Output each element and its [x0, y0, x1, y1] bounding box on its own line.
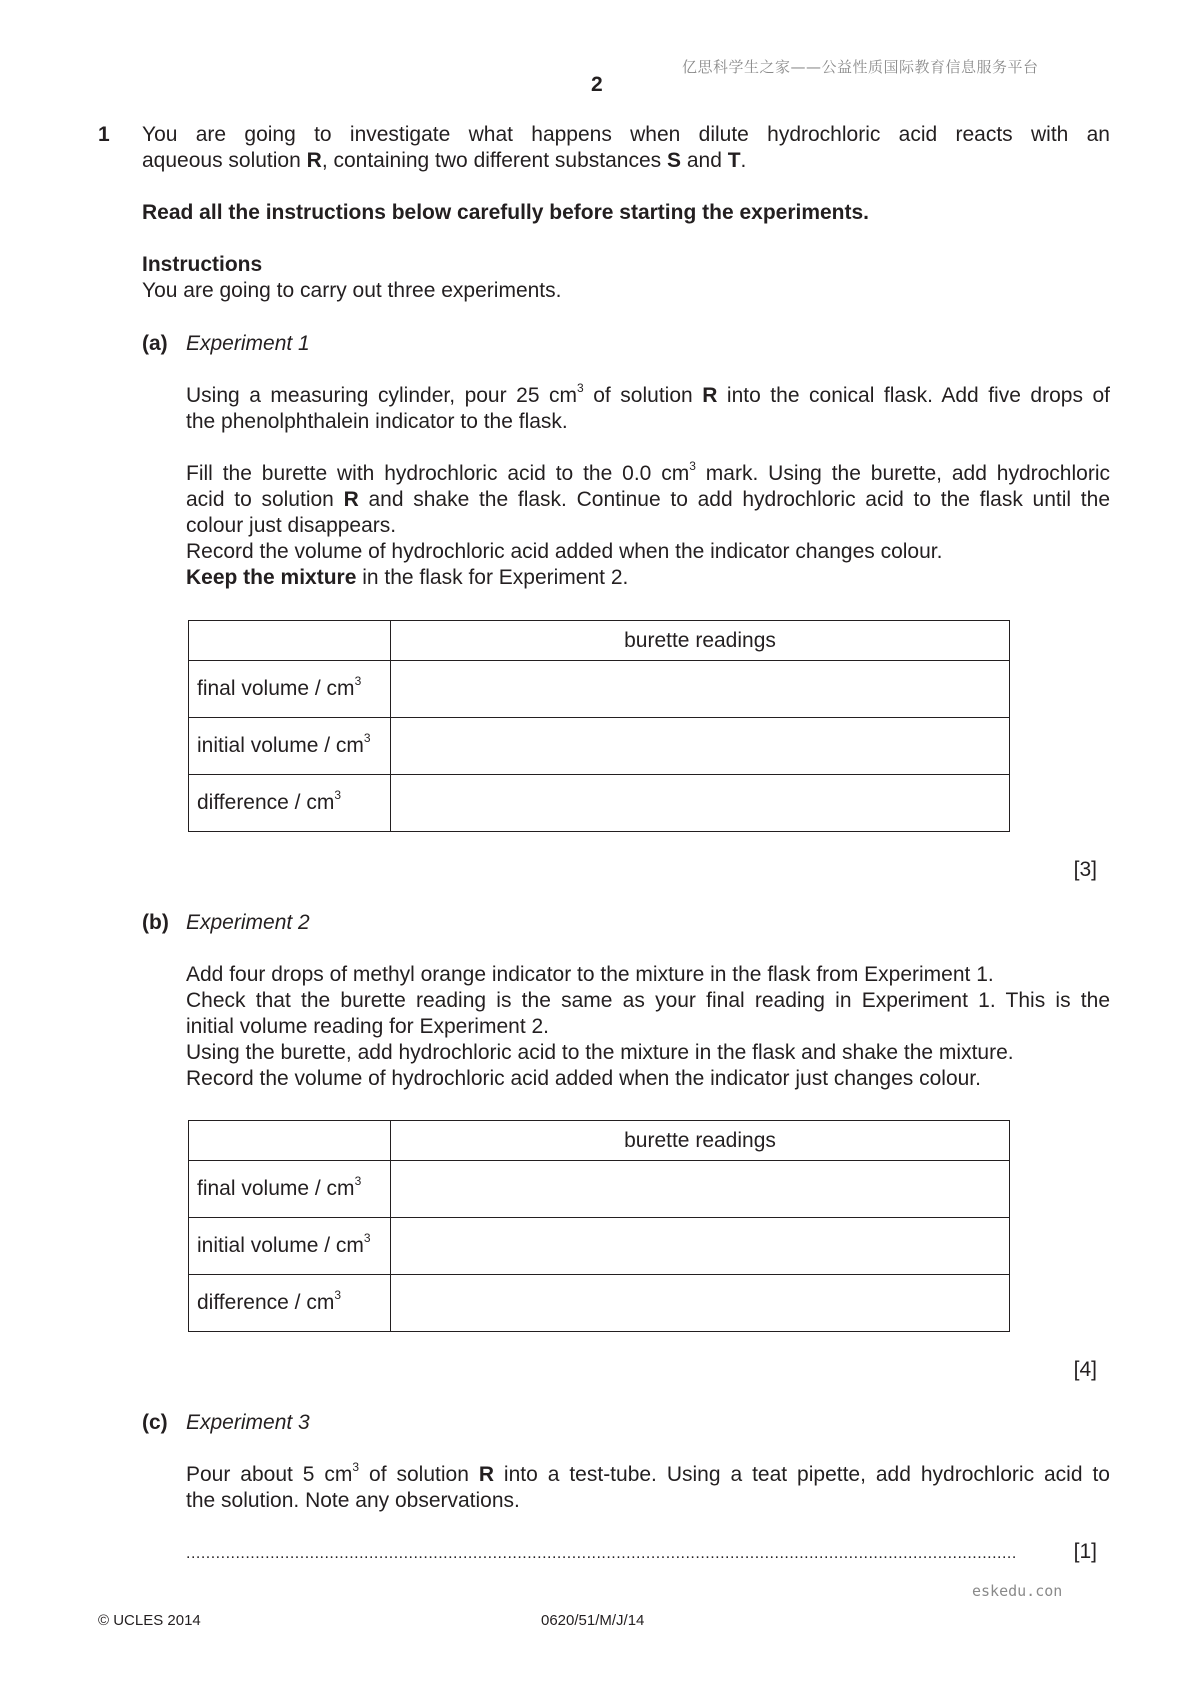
part-b-mark: [4]: [1073, 1358, 1097, 1381]
footer-watermark: eskedu.con: [972, 1582, 1063, 1600]
part-a-paragraph-2: Fill the burette with hydrochloric acid to the 0.0 $cm^3$ mark. Using the burette, add hydrochloric acid to solution R and shake the flask. Continue to add hydrochloric acid to the flask until the colour just disappears. Record the volume of hydrochloric acid added when the indicator changes colour. Keep the mixture in the flask for Experiment 2.: [186, 459, 1110, 589]
answer-line-experiment-3[interactable]: ........................................................................................................................................................................: [186, 1545, 1017, 1562]
instructions-text: You are going to carry out three experiments.: [142, 279, 562, 302]
answer-cell-difference[interactable]: [391, 1275, 1010, 1332]
footer-copyright: © UCLES 2014: [98, 1612, 201, 1629]
table-header-burette-readings: burette readings: [391, 1121, 1010, 1161]
table-corner-cell: [189, 1121, 391, 1161]
question-intro: [142, 122, 1110, 174]
part-b-title: Experiment 2: [186, 911, 310, 934]
part-a-paragraph-1: Using a measuring cylinder, pour 25 $cm^3$ of solution R into the conical flask. Add five drops of the phenolphthalein indicator to the flask.: [186, 381, 1111, 433]
table-row: [189, 1218, 1010, 1275]
part-a-title: Experiment 1: [186, 332, 310, 355]
table-row: [189, 1161, 1010, 1218]
table-row: [189, 775, 1010, 832]
intro-line-2: aqueous solution R, containing two different substances S and T.: [142, 149, 747, 172]
part-b-paragraph: Add four drops of methyl orange indicator to the mixture in the flask from Experiment 1. Check that the burette reading is the same as your final reading in Experiment 1. This is the initial volume reading for Experiment 2. Using the burette, add hydrochloric acid to the mixture in the flask and shake the mixture. Record the volume of hydrochloric acid added when the indicator just changes colour.: [186, 963, 1110, 1090]
part-a-mark: [3]: [1073, 858, 1097, 881]
table-header-burette-readings: burette readings: [391, 621, 1010, 661]
row-label-initial-volume: initial volume / $cm^3$: [189, 1218, 391, 1275]
table-corner-cell: [189, 621, 391, 661]
answer-cell-initial-volume[interactable]: [391, 1218, 1010, 1275]
footer-paper-code: 0620/51/M/J/14: [541, 1612, 645, 1629]
answer-cell-final-volume[interactable]: [391, 1161, 1010, 1218]
part-c-paragraph: Pour about 5 $cm^3$ of solution R into a test-tube. Using a teat pipette, add hydrochloric acid to the solution. Note any observations.: [186, 1460, 1110, 1512]
experiment-2-table: [188, 1120, 1010, 1332]
header-watermark: 亿思科学生之家——公益性质国际教育信息服务平台: [682, 58, 1039, 76]
row-label-final-volume: final volume / $cm^3$: [189, 1161, 391, 1218]
part-c-mark: [1]: [1073, 1540, 1097, 1563]
row-label-initial-volume: initial volume / $cm^3$: [189, 718, 391, 775]
row-label-difference: difference / $cm^3$: [189, 1275, 391, 1332]
part-b-label: (b): [142, 911, 169, 934]
answer-cell-difference[interactable]: [391, 775, 1010, 832]
table-row: [189, 1275, 1010, 1332]
answer-cell-final-volume[interactable]: [391, 661, 1010, 718]
row-label-difference: difference / $cm^3$: [189, 775, 391, 832]
instructions-heading: Instructions: [142, 253, 263, 276]
row-label-final-volume: final volume / $cm^3$: [189, 661, 391, 718]
experiment-1-table: [188, 620, 1010, 832]
page-number: 2: [591, 73, 603, 96]
read-all-instruction: Read all the instructions below carefully before starting the experiments.: [142, 201, 870, 224]
question-number: 1: [98, 123, 110, 146]
part-c-title: Experiment 3: [186, 1411, 310, 1434]
table-row: [189, 718, 1010, 775]
answer-cell-initial-volume[interactable]: [391, 718, 1010, 775]
part-c-label: (c): [142, 1411, 168, 1434]
table-row: [189, 661, 1010, 718]
intro-line-1: You are going to investigate what happens when dilute hydrochloric acid reacts with an: [142, 123, 1110, 146]
part-a-label: (a): [142, 332, 168, 355]
